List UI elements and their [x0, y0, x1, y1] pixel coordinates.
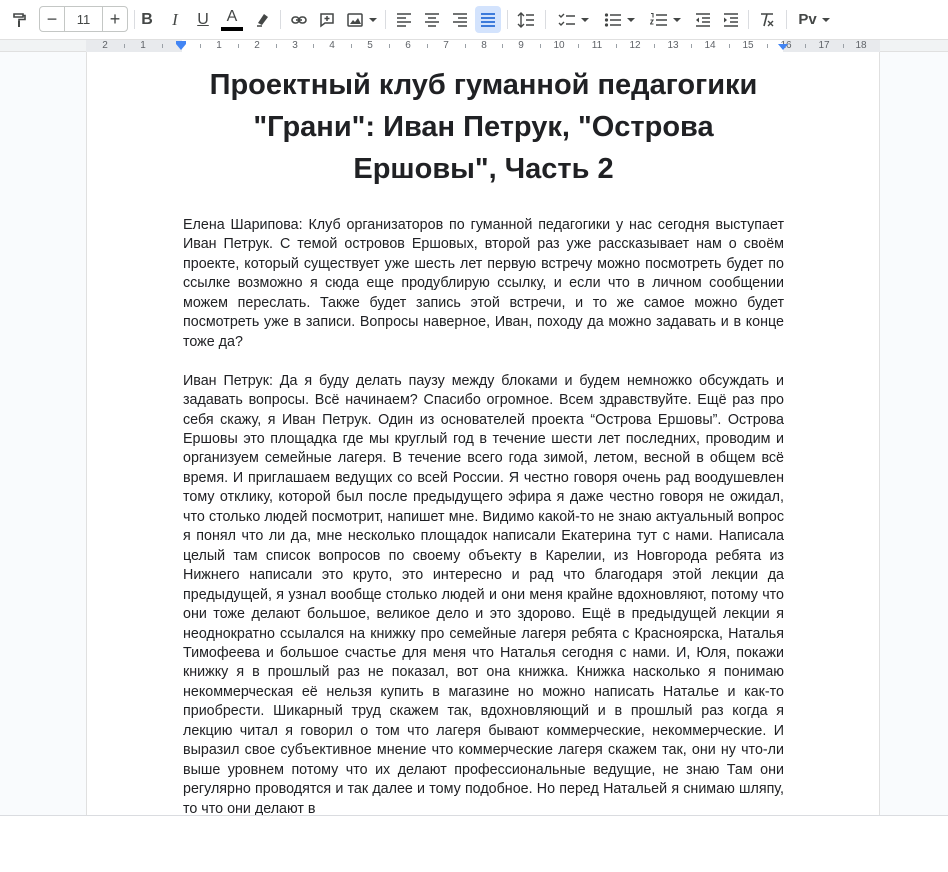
toolbar-divider: [507, 10, 508, 29]
toolbar-divider: [134, 10, 135, 29]
ruler-label: 18: [855, 40, 867, 51]
toolbar-divider: [385, 10, 386, 29]
italic-button[interactable]: I: [172, 9, 178, 29]
font-size-increase-button[interactable]: +: [109, 8, 121, 29]
ruler-label: 5: [367, 40, 373, 51]
ruler-label: 9: [518, 40, 524, 51]
ruler-tick: [351, 44, 352, 48]
ruler-label: 2: [254, 40, 260, 51]
ruler-label: 1: [216, 40, 222, 51]
ruler-label: 15: [742, 40, 754, 51]
ruler-label: 12: [629, 40, 641, 51]
underline-button[interactable]: U: [197, 10, 209, 28]
image-icon: [346, 11, 364, 29]
toolbar-divider: [280, 10, 281, 29]
ruler-tick: [200, 44, 201, 48]
text-color-label: A: [226, 7, 238, 25]
increase-indent-icon[interactable]: [720, 6, 742, 33]
align-right-icon[interactable]: [449, 6, 471, 33]
ruler-label: 13: [667, 40, 679, 51]
font-size-control: [39, 6, 128, 32]
ruler-label: 7: [443, 40, 449, 51]
document-page[interactable]: [86, 52, 880, 815]
ruler-tick: [729, 44, 730, 48]
right-indent-handle[interactable]: [778, 44, 788, 50]
input-tools-button[interactable]: [795, 6, 833, 33]
ruler-tick: [238, 44, 239, 48]
checklist-button[interactable]: [554, 6, 592, 33]
chevron-down-icon: [673, 18, 681, 22]
ruler-tick: [389, 44, 390, 48]
text-color-button[interactable]: [220, 6, 244, 33]
insert-link-icon[interactable]: [288, 6, 310, 33]
left-indent-handle[interactable]: [176, 44, 186, 50]
ruler-tick: [654, 44, 655, 48]
ruler-label: 17: [818, 40, 830, 51]
document-title[interactable]: Проектный клуб гуманной педагогики "Грани": Иван Петрук, "Острова Ершовы", Часть 2: [209, 69, 758, 185]
chevron-down-icon: [369, 18, 377, 22]
numbered-list-icon: [650, 12, 668, 28]
ruler-tick: [276, 44, 277, 48]
ruler-tick: [767, 44, 768, 48]
bottom-blank-area: [0, 815, 948, 872]
ruler-tick: [313, 44, 314, 48]
document-content[interactable]: [183, 64, 784, 815]
ruler-label: 1: [140, 40, 146, 51]
toolbar: [0, 0, 948, 39]
ruler-label: 2: [102, 40, 108, 51]
ruler-tick: [124, 44, 125, 48]
ruler-tick: [502, 44, 503, 48]
text-color-swatch: [221, 27, 243, 31]
horizontal-ruler[interactable]: [0, 39, 948, 52]
align-justify-icon[interactable]: [475, 6, 501, 33]
chevron-down-icon: [627, 18, 635, 22]
ruler-tick: [805, 44, 806, 48]
ruler-label: 4: [329, 40, 335, 51]
ruler-label: 3: [292, 40, 298, 51]
toolbar-divider: [786, 10, 787, 29]
ruler-label: 10: [553, 40, 565, 51]
toolbar-divider: [545, 10, 546, 29]
ruler-tick: [578, 44, 579, 48]
paint-format-icon[interactable]: [8, 6, 30, 33]
ruler-tick: [427, 44, 428, 48]
ruler-left-margin: [86, 40, 182, 52]
bulleted-list-icon: [604, 12, 622, 28]
font-size-decrease-button[interactable]: −: [46, 8, 58, 29]
ruler-label: 8: [481, 40, 487, 51]
input-tools-label: Pv: [798, 11, 817, 28]
toolbar-divider: [748, 10, 749, 29]
ruler-label: 6: [405, 40, 411, 51]
add-comment-icon[interactable]: [316, 6, 338, 33]
document-canvas[interactable]: [0, 52, 948, 815]
checklist-icon: [558, 12, 576, 28]
bulleted-list-button[interactable]: [600, 6, 638, 33]
ruler-label: 11: [591, 40, 603, 51]
chevron-down-icon: [822, 18, 830, 22]
font-size-input[interactable]: 11: [64, 7, 103, 31]
align-left-icon[interactable]: [393, 6, 415, 33]
highlight-icon[interactable]: [251, 6, 273, 33]
bold-button[interactable]: B: [141, 10, 153, 28]
clear-formatting-icon[interactable]: [756, 6, 778, 33]
ruler-tick: [616, 44, 617, 48]
numbered-list-button[interactable]: [646, 6, 684, 33]
decrease-indent-icon[interactable]: [692, 6, 714, 33]
line-spacing-icon[interactable]: [515, 6, 537, 33]
ruler-tick: [465, 44, 466, 48]
ruler-tick: [162, 44, 163, 48]
chevron-down-icon: [581, 18, 589, 22]
ruler-label: 16: [780, 40, 792, 51]
paragraph[interactable]: Иван Петрук: Да я буду делать паузу между блоками и будем немножко обсуждать и задавать вопросы. Всё начинаем? Спасибо огромное. Всем здравствуйте. Ещё раз про себя скажу, я Иван Петрук. Один из основателей проекта “Острова Ершовы”. Острова Ершовы это площадка где мы круглый год в течение шести лет последних, проводим и организуем семейные лагеря. В течение всего года зимой, летом, весной в общем всё время. И приглашаем ведущих со всей России. Я честно говоря очень рад воодушевлен тому отклику, которой был после предыдущего эфира я даже честно говоря не ожидал, что столько людей посмотрит, напишет мне. Видимо какой-то не знаю актуальный вопрос я понял что ли да, мне несколько площадок написали Екатерина тут с нами. Написала целый там список вопросов по своему объекту в Карелии, из Новгорода ребята из Нижнего написали это круто, это интересно и рад что благодаря этой лекции да предыдущей, я узнал вообще столько людей и они меня крайне вдохновляют, потому что они тоже делают большое, великое дело и это здорово. Ещё в предыдущей лекции я неоднократно ссылался на книжку про семейные лагеря ребята с Красноярска, Наталья Тимофеева и большое счастье для меня что Наталья сегодня с нами. И, Юля, покажи книжку я в прошлый раз не показал, вот она книжка. Книжка насколько я понимаю некоммерческая её нельзя купить в магазине но можно написать Наталье и как-то приобрести. Шикарный труд скажем так, вдохновляющий и в прошлый раз когда я лекцию читал я говорил о том что лагеря бывают коммерческие, некоммерческие. И выразил свое субъективное мнение что коммерческие лагеря скажем так, они ну что-ли выше уровнем потому что их делают профессиональные ведущие, не знаю Там они регулярно проводятся и так далее и тому подобное. Но перед Натальей я снимаю шляпу, то что они делают в: [183, 372, 784, 815]
insert-image-button[interactable]: [344, 6, 378, 33]
ruler-tick: [843, 44, 844, 48]
ruler-tick: [691, 44, 692, 48]
paragraph[interactable]: Елена Шарипова: Клуб организаторов по гуманной педагогики у нас сегодня выступает Иван Петрук. С темой островов Ершовых, второй раз уже рассказывает нам о своём проекте, который существует уже шесть лет первую встречу можно посмотреть будет по ссылке возможно я сюда еще продублирую ссылку, и если что в личном сообщении можем переслать. Также будет запись этой встречи, и то же самое можно будет посмотреть уже в записи. Вопросы наверное, Иван, походу да можно задавать и в конце тоже да?: [183, 217, 784, 350]
ruler-label: 14: [704, 40, 716, 51]
align-center-icon[interactable]: [421, 6, 443, 33]
ruler-tick: [540, 44, 541, 48]
